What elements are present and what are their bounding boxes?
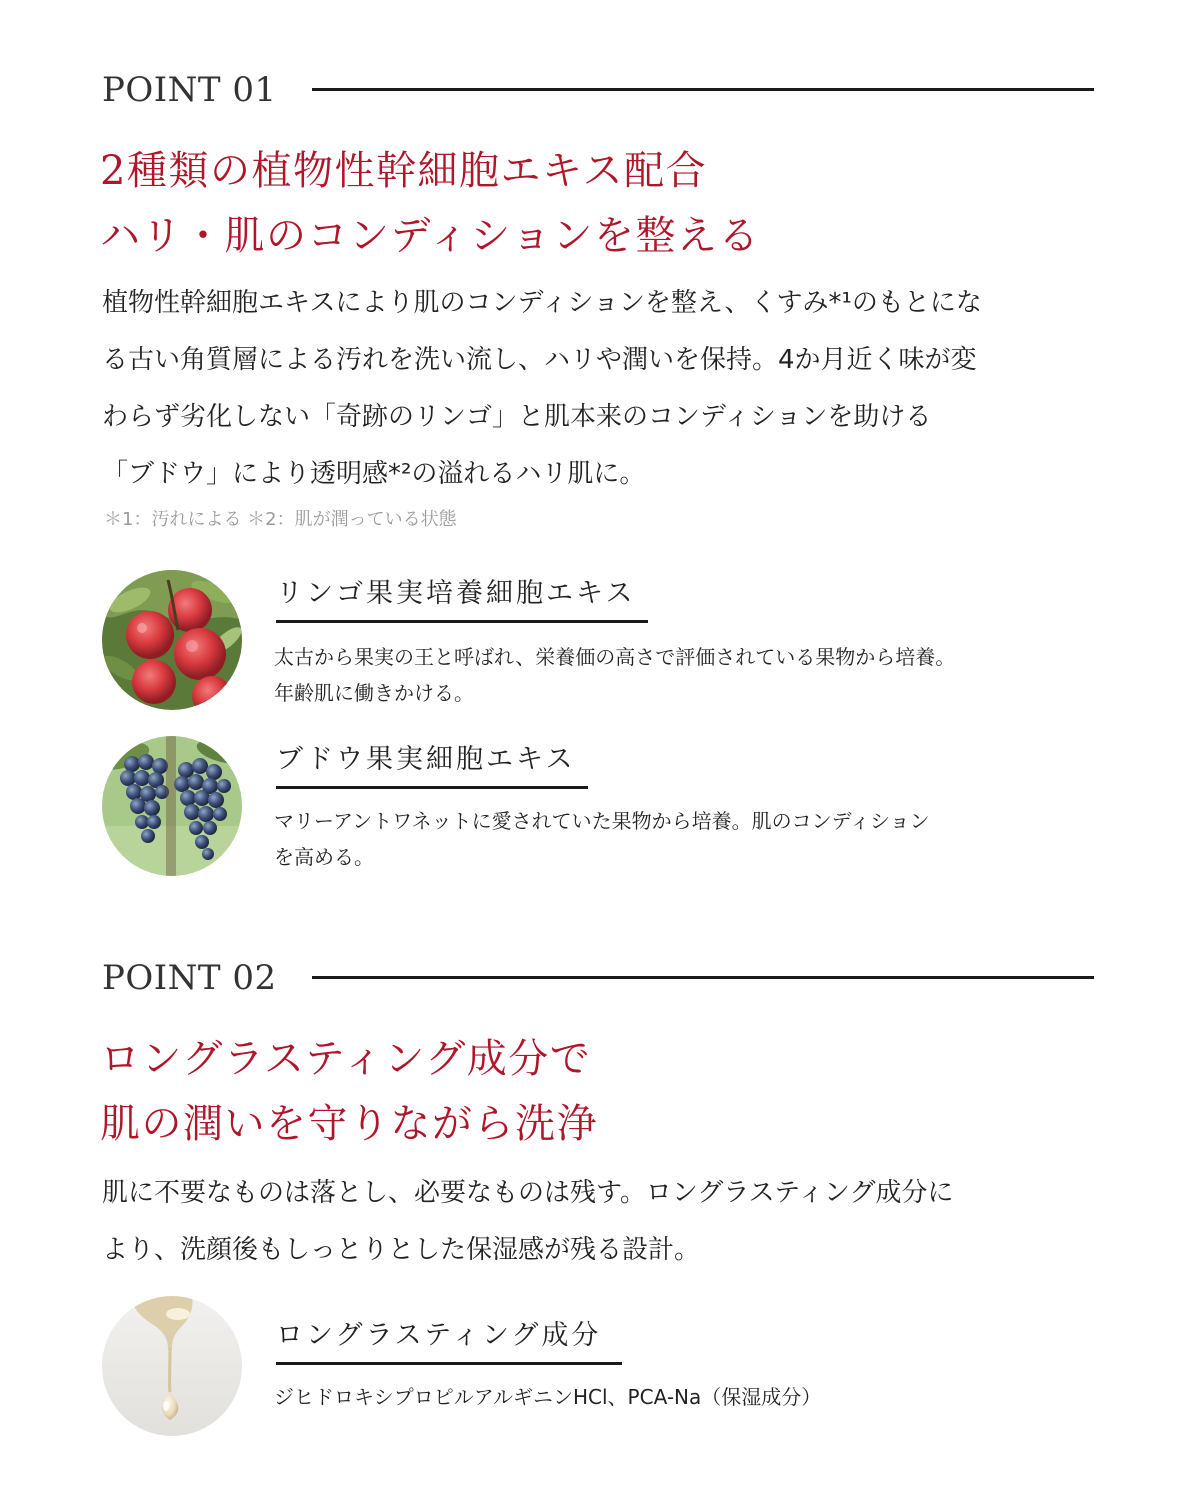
point-01-body-line: る古い角質層による汚れを洗い流し、ハリや潤いを保持。4か月近く味が変: [102, 345, 977, 375]
ingredient-title-grape: ブドウ果実細胞エキス: [276, 742, 588, 789]
grape-image: [102, 736, 242, 876]
apple-image: [102, 570, 242, 710]
point-02-rule: [312, 976, 1094, 979]
point-01-body-line: 植物性幹細胞エキスにより肌のコンディションを整え、くすみ*¹のもとにな: [102, 288, 982, 318]
point-01-headline-line-1: 2種類の植物性幹細胞エキス配合: [100, 148, 708, 194]
point-01-label: POINT 01: [102, 70, 277, 110]
point-01-footnote: ＊1：汚れによる ＊2：肌が潤っている状態: [104, 509, 457, 530]
ingredient-desc-grape: マリーアントワネットに愛されていた果物から培養。肌のコンディション: [274, 809, 930, 833]
point-02-body-line: より、洗顔後もしっとりとした保湿感が残る設計。: [102, 1235, 701, 1265]
oil-drop-image: [102, 1296, 242, 1436]
point-01-body-line: 「ブドウ」により透明感*²の溢れるハリ肌に。: [102, 459, 646, 489]
ingredient-desc-long-lasting: ジヒドロキシプロピルアルギニンHCl、PCA-Na（保湿成分）: [274, 1385, 822, 1409]
point-01-body-line: わらず劣化しない「奇跡のリンゴ」と肌本来のコンディションを助ける: [102, 402, 932, 432]
ingredient-desc-apple: 太古から果実の王と呼ばれ、栄養価の高さで評価されている果物から培養。: [274, 645, 956, 669]
point-02-headline-line-2: 肌の潤いを守りながら洗浄: [100, 1101, 598, 1147]
point-02-label: POINT 02: [102, 958, 277, 998]
point-02-body-line: 肌に不要なものは落とし、必要なものは残す。ロングラスティング成分に: [102, 1178, 954, 1208]
ingredient-title-long-lasting: ロングラスティング成分: [276, 1318, 622, 1365]
ingredient-desc-grape: を高める。: [274, 845, 374, 869]
ingredient-desc-apple: 年齢肌に働きかける。: [274, 681, 474, 705]
point-01-rule: [312, 88, 1094, 91]
ingredient-title-apple: リンゴ果実培養細胞エキス: [276, 576, 648, 623]
point-02-headline-line-1: ロングラスティング成分で: [100, 1036, 592, 1082]
point-01-headline-line-2: ハリ・肌のコンディションを整える: [100, 213, 760, 259]
